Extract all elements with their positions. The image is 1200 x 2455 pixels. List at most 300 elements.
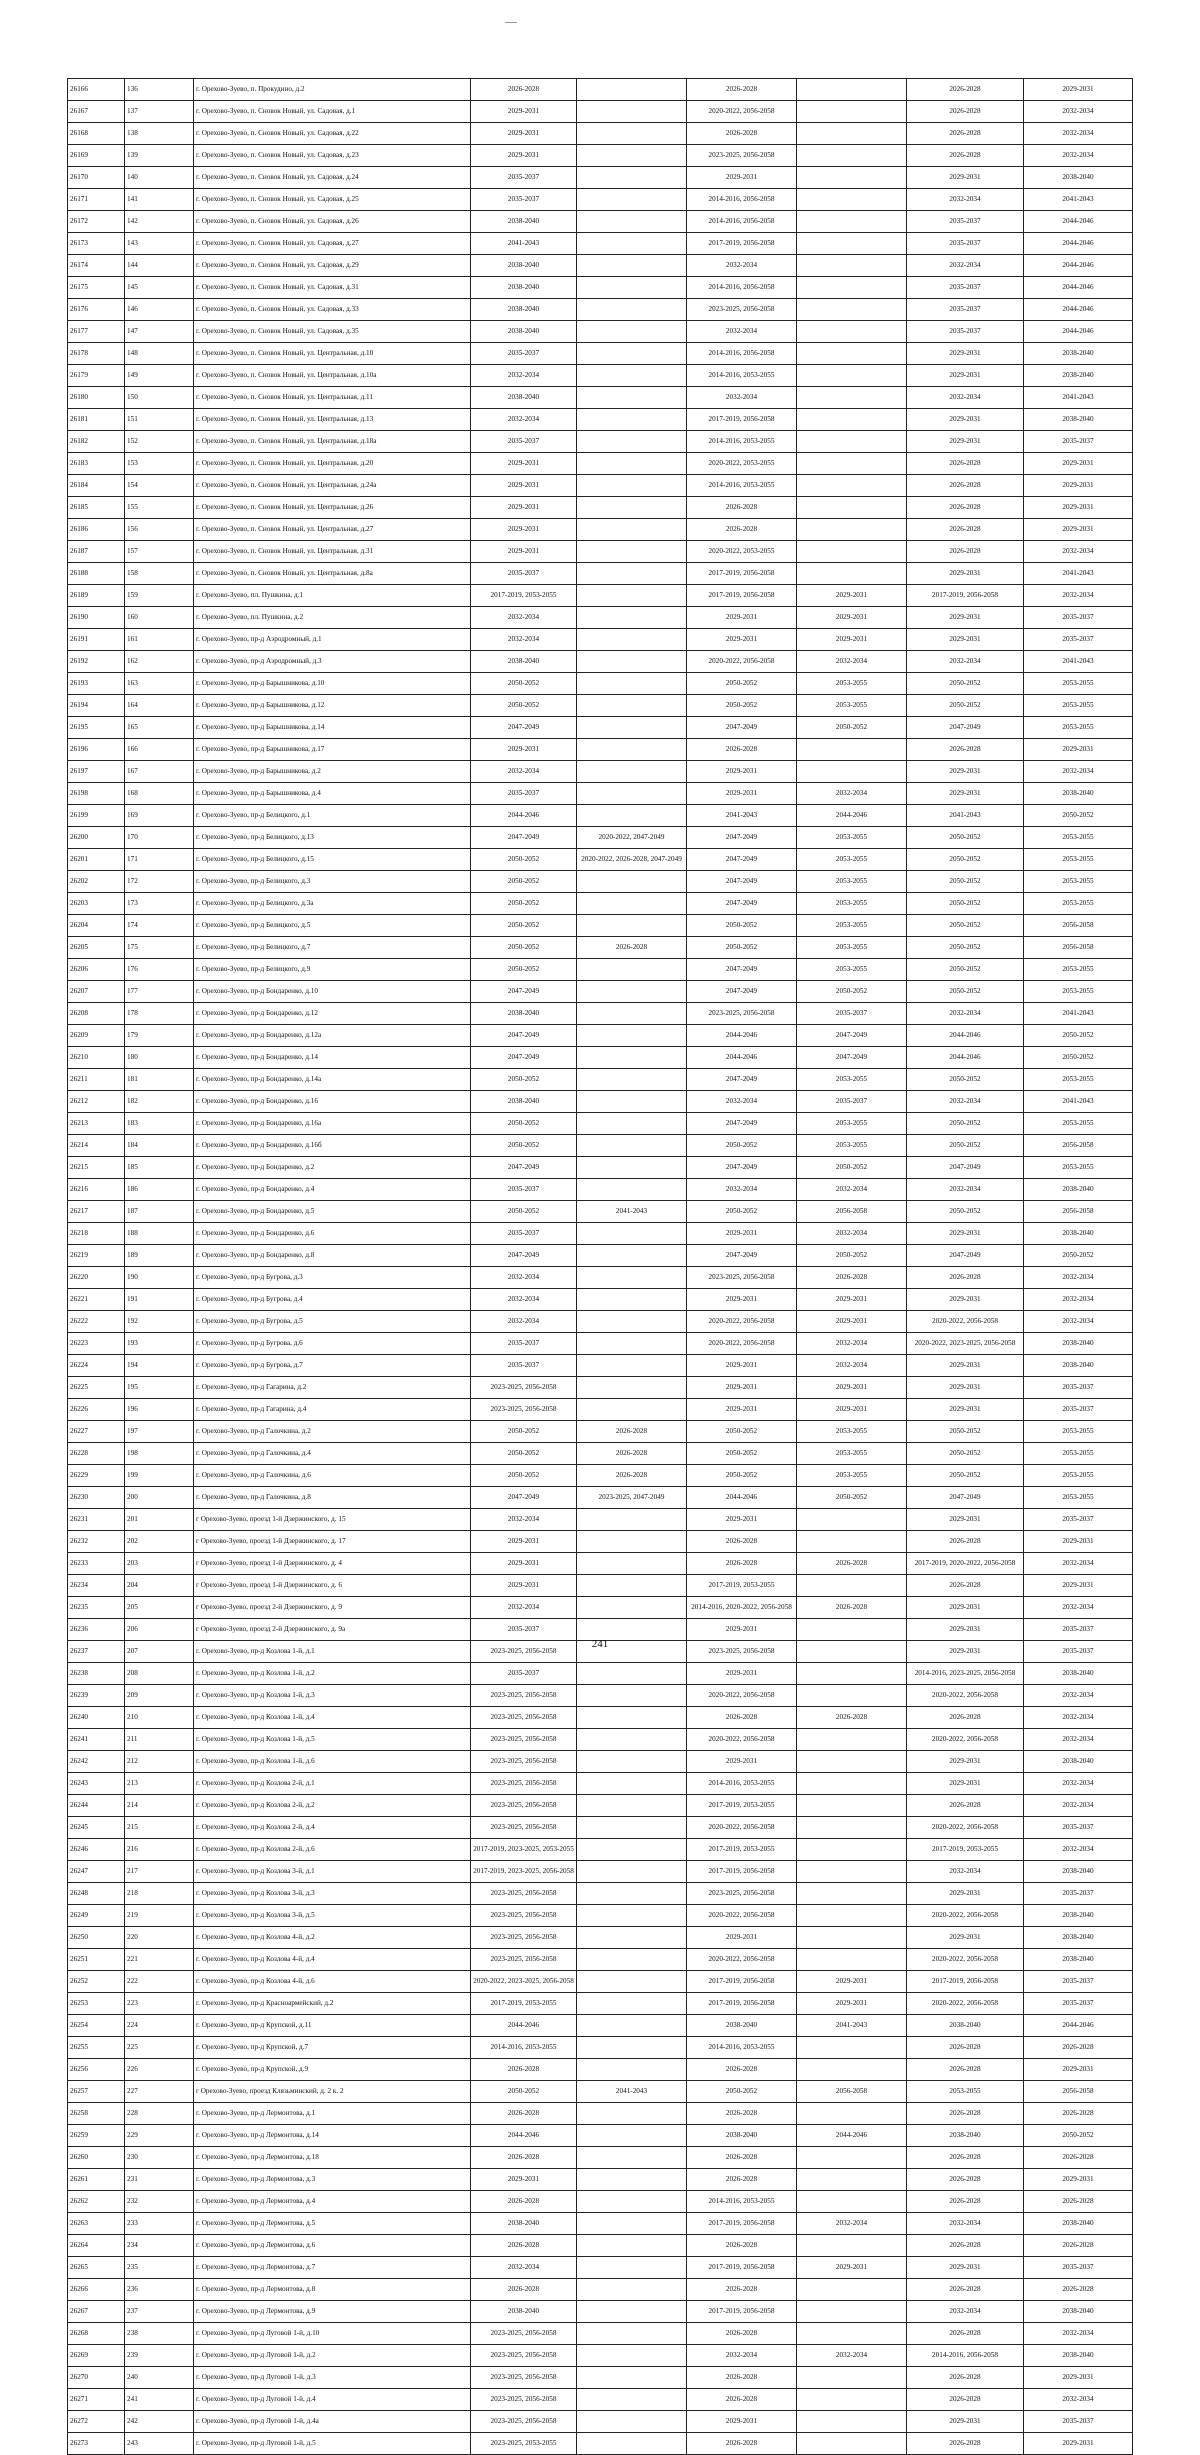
row-id-cell: 26253 (68, 1993, 125, 2015)
address-cell: г. Орехово-Зуево, пр-д Козлова 4-й, д.6 (194, 1971, 471, 1993)
row-id-cell: 26203 (68, 893, 125, 915)
period-cell-4: 2032-2034 (797, 1355, 907, 1377)
row-seq-cell: 217 (125, 1861, 194, 1883)
address-cell: г. Орехово-Зуево, п. Сновок Новый, ул. Центральная, д.26 (194, 497, 471, 519)
address-cell: г. Орехово-Зуево, пр-д Козлова 3-й, д.1 (194, 1861, 471, 1883)
address-cell: г. Орехово-Зуево, п. Сновок Новый, ул. Садовая, д.22 (194, 123, 471, 145)
period-cell-4 (797, 739, 907, 761)
period-cell-4 (797, 409, 907, 431)
period-cell-6: 2041-2043 (1024, 387, 1133, 409)
period-cell-2 (577, 1971, 687, 1993)
period-cell-4 (797, 2389, 907, 2411)
period-cell-3: 2038-2040 (687, 2015, 797, 2037)
row-seq-cell: 172 (125, 871, 194, 893)
period-cell-5: 2032-2034 (907, 387, 1024, 409)
period-cell-1: 2035-2037 (471, 1663, 577, 1685)
period-cell-2 (577, 1245, 687, 1267)
period-cell-2 (577, 2279, 687, 2301)
row-seq-cell: 159 (125, 585, 194, 607)
period-cell-3: 2014-2016, 2053-2055 (687, 431, 797, 453)
period-cell-1: 2038-2040 (471, 277, 577, 299)
address-cell: г. Орехово-Зуево, п. Сновок Новый, ул. Садовая, д.26 (194, 211, 471, 233)
period-cell-4: 2050-2052 (797, 1487, 907, 1509)
period-cell-1: 2050-2052 (471, 673, 577, 695)
period-cell-2 (577, 1157, 687, 1179)
period-cell-3: 2026-2028 (687, 2389, 797, 2411)
period-cell-4: 2029-2031 (797, 1971, 907, 1993)
period-cell-3: 2026-2028 (687, 123, 797, 145)
period-cell-3: 2029-2031 (687, 1289, 797, 1311)
row-id-cell: 26250 (68, 1927, 125, 1949)
period-cell-1: 2032-2034 (471, 607, 577, 629)
period-cell-4: 2053-2055 (797, 849, 907, 871)
period-cell-4 (797, 1861, 907, 1883)
period-cell-1: 2038-2040 (471, 2301, 577, 2323)
period-cell-4 (797, 1839, 907, 1861)
period-cell-1: 2023-2025, 2056-2058 (471, 2323, 577, 2345)
row-id-cell: 26205 (68, 937, 125, 959)
row-id-cell: 26255 (68, 2037, 125, 2059)
period-cell-4 (797, 2191, 907, 2213)
address-cell: г. Орехово-Зуево, пр-д Луговой 1-й, д.10 (194, 2323, 471, 2345)
period-cell-5: 2029-2031 (907, 607, 1024, 629)
period-cell-5: 2047-2049 (907, 1245, 1024, 1267)
table-row (68, 2037, 1133, 2059)
period-cell-6: 2029-2031 (1024, 453, 1133, 475)
period-cell-5: 2017-2019, 2053-2055 (907, 1839, 1024, 1861)
period-cell-5: 2026-2028 (907, 101, 1024, 123)
row-seq-cell: 169 (125, 805, 194, 827)
row-id-cell: 26263 (68, 2213, 125, 2235)
row-seq-cell: 229 (125, 2125, 194, 2147)
row-seq-cell: 186 (125, 1179, 194, 1201)
period-cell-2 (577, 2433, 687, 2455)
row-seq-cell: 162 (125, 651, 194, 673)
period-cell-5: 2029-2031 (907, 431, 1024, 453)
row-id-cell: 26232 (68, 1531, 125, 1553)
period-cell-1: 2029-2031 (471, 123, 577, 145)
period-cell-1: 2017-2019, 2053-2055 (471, 1993, 577, 2015)
period-cell-4 (797, 2301, 907, 2323)
row-seq-cell: 195 (125, 1377, 194, 1399)
period-cell-2 (577, 2301, 687, 2323)
table-row (68, 167, 1133, 189)
period-cell-6: 2053-2055 (1024, 981, 1133, 1003)
address-cell: г. Орехово-Зуево, пр-д Аэродромный, д.3 (194, 651, 471, 673)
period-cell-6: 2035-2037 (1024, 1971, 1133, 1993)
address-cell: г. Орехово-Зуево, п. Сновок Новый, ул. Центральная, д.31 (194, 541, 471, 563)
table-row (68, 1047, 1133, 1069)
period-cell-3: 2014-2016, 2020-2022, 2056-2058 (687, 1597, 797, 1619)
row-id-cell: 26273 (68, 2433, 125, 2455)
period-cell-1: 2023-2025, 2053-2055 (471, 2433, 577, 2455)
address-cell: г. Орехово-Зуево, пр-д Лермонтова, д.5 (194, 2213, 471, 2235)
period-cell-5: 2014-2016, 2056-2058 (907, 2345, 1024, 2367)
period-cell-4: 2053-2055 (797, 1113, 907, 1135)
address-cell: г. Орехово-Зуево, пр-д Белицкого, д.1 (194, 805, 471, 827)
row-seq-cell: 155 (125, 497, 194, 519)
row-seq-cell: 143 (125, 233, 194, 255)
row-seq-cell: 237 (125, 2301, 194, 2323)
address-cell: г. Орехово-Зуево, пр-д Бондаренко, д.2 (194, 1157, 471, 1179)
row-id-cell: 26183 (68, 453, 125, 475)
period-cell-6: 2053-2055 (1024, 893, 1133, 915)
row-seq-cell: 226 (125, 2059, 194, 2081)
period-cell-1: 2023-2025, 2056-2058 (471, 1773, 577, 1795)
period-cell-6: 2032-2034 (1024, 1773, 1133, 1795)
table-row (68, 1487, 1133, 1509)
period-cell-2 (577, 1817, 687, 1839)
period-cell-3: 2023-2025, 2056-2058 (687, 299, 797, 321)
table-row (68, 2015, 1133, 2037)
row-seq-cell: 194 (125, 1355, 194, 1377)
period-cell-5: 2035-2037 (907, 211, 1024, 233)
row-id-cell: 26186 (68, 519, 125, 541)
period-cell-6: 2035-2037 (1024, 2257, 1133, 2279)
table-row (68, 2169, 1133, 2191)
period-cell-1: 2038-2040 (471, 1003, 577, 1025)
row-id-cell: 26254 (68, 2015, 125, 2037)
period-cell-4: 2053-2055 (797, 827, 907, 849)
period-cell-1: 2029-2031 (471, 497, 577, 519)
period-cell-1: 2038-2040 (471, 255, 577, 277)
period-cell-2 (577, 2411, 687, 2433)
row-id-cell: 26239 (68, 1685, 125, 1707)
address-cell: г Орехово-Зуево, проезд 1-й Дзержинского, д. 6 (194, 1575, 471, 1597)
period-cell-5: 2032-2034 (907, 1091, 1024, 1113)
row-id-cell: 26204 (68, 915, 125, 937)
row-id-cell: 26226 (68, 1399, 125, 1421)
period-cell-4 (797, 1795, 907, 1817)
table-row (68, 1245, 1133, 1267)
address-cell: г. Орехово-Зуево, пр-д Козлова 4-й, д.2 (194, 1927, 471, 1949)
period-cell-6: 2032-2034 (1024, 2389, 1133, 2411)
row-seq-cell: 191 (125, 1289, 194, 1311)
row-id-cell: 26199 (68, 805, 125, 827)
address-cell: г. Орехово-Зуево, пр-д Бугрова, д.5 (194, 1311, 471, 1333)
row-seq-cell: 184 (125, 1135, 194, 1157)
period-cell-5: 2026-2028 (907, 453, 1024, 475)
period-cell-6: 2050-2052 (1024, 1047, 1133, 1069)
period-cell-5: 2029-2031 (907, 563, 1024, 585)
period-cell-1: 2029-2031 (471, 1553, 577, 1575)
period-cell-1: 2023-2025, 2056-2058 (471, 2367, 577, 2389)
period-cell-2 (577, 1399, 687, 1421)
row-seq-cell: 188 (125, 1223, 194, 1245)
period-cell-5: 2029-2031 (907, 167, 1024, 189)
row-id-cell: 26200 (68, 827, 125, 849)
period-cell-6: 2050-2052 (1024, 805, 1133, 827)
row-seq-cell: 164 (125, 695, 194, 717)
period-cell-6: 2056-2058 (1024, 2081, 1133, 2103)
address-cell: г. Орехово-Зуево, пр-д Барышникова, д.17 (194, 739, 471, 761)
period-cell-1: 2023-2025, 2056-2058 (471, 1641, 577, 1663)
period-cell-6: 2032-2034 (1024, 1685, 1133, 1707)
period-cell-3: 2050-2052 (687, 1421, 797, 1443)
row-seq-cell: 182 (125, 1091, 194, 1113)
period-cell-2 (577, 1729, 687, 1751)
period-cell-3: 2044-2046 (687, 1487, 797, 1509)
address-cell: г. Орехово-Зуево, п. Сновок Новый, ул. Садовая, д.31 (194, 277, 471, 299)
period-cell-4 (797, 101, 907, 123)
period-cell-2 (577, 321, 687, 343)
period-cell-1: 2050-2052 (471, 1135, 577, 1157)
row-seq-cell: 148 (125, 343, 194, 365)
row-seq-cell: 139 (125, 145, 194, 167)
period-cell-5: 2026-2028 (907, 1575, 1024, 1597)
address-cell: г. Орехово-Зуево, пр-д Бондаренко, д.14 (194, 1047, 471, 1069)
row-id-cell: 26210 (68, 1047, 125, 1069)
period-cell-5: 2050-2052 (907, 1465, 1024, 1487)
period-cell-6: 2053-2055 (1024, 695, 1133, 717)
table-row (68, 365, 1133, 387)
table-row (68, 1993, 1133, 2015)
period-cell-5: 2050-2052 (907, 849, 1024, 871)
period-cell-4: 2032-2034 (797, 2345, 907, 2367)
table-row (68, 233, 1133, 255)
row-id-cell: 26220 (68, 1267, 125, 1289)
period-cell-5: 2038-2040 (907, 2015, 1024, 2037)
period-cell-4: 2053-2055 (797, 673, 907, 695)
table-row (68, 1157, 1133, 1179)
period-cell-3: 2047-2049 (687, 981, 797, 1003)
period-cell-3: 2029-2031 (687, 1619, 797, 1641)
period-cell-6: 2044-2046 (1024, 2015, 1133, 2037)
period-cell-5: 2029-2031 (907, 1597, 1024, 1619)
row-id-cell: 26197 (68, 761, 125, 783)
period-cell-5: 2032-2034 (907, 2301, 1024, 2323)
period-cell-1: 2047-2049 (471, 1487, 577, 1509)
period-cell-1: 2023-2025, 2056-2058 (471, 1905, 577, 1927)
address-cell: г. Орехово-Зуево, п. Сновок Новый, ул. Садовая, д.25 (194, 189, 471, 211)
period-cell-6: 2038-2040 (1024, 1927, 1133, 1949)
row-seq-cell: 140 (125, 167, 194, 189)
period-cell-2 (577, 1135, 687, 1157)
period-cell-3: 2017-2019, 2056-2058 (687, 2213, 797, 2235)
period-cell-1: 2026-2028 (471, 2059, 577, 2081)
row-id-cell: 26167 (68, 101, 125, 123)
period-cell-3: 2023-2025, 2056-2058 (687, 145, 797, 167)
row-seq-cell: 201 (125, 1509, 194, 1531)
period-cell-1: 2032-2034 (471, 629, 577, 651)
period-cell-6: 2032-2034 (1024, 761, 1133, 783)
row-id-cell: 26234 (68, 1575, 125, 1597)
period-cell-4: 2053-2055 (797, 1135, 907, 1157)
period-cell-1: 2017-2019, 2023-2025, 2056-2058 (471, 1861, 577, 1883)
period-cell-1: 2050-2052 (471, 849, 577, 871)
period-cell-1: 2020-2022, 2023-2025, 2056-2058 (471, 1971, 577, 1993)
period-cell-3: 2026-2028 (687, 2059, 797, 2081)
period-cell-1: 2047-2049 (471, 1157, 577, 1179)
table-row (68, 1443, 1133, 1465)
period-cell-1: 2026-2028 (471, 2191, 577, 2213)
address-cell: г. Орехово-Зуево, п. Сновок Новый, ул. Центральная, д.20 (194, 453, 471, 475)
period-cell-2 (577, 1597, 687, 1619)
row-seq-cell: 219 (125, 1905, 194, 1927)
period-cell-2: 2020-2022, 2026-2028, 2047-2049 (577, 849, 687, 871)
period-cell-3: 2044-2046 (687, 1047, 797, 1069)
table-row (68, 145, 1133, 167)
row-seq-cell: 198 (125, 1443, 194, 1465)
period-cell-6: 2038-2040 (1024, 365, 1133, 387)
period-cell-3: 2014-2016, 2053-2055 (687, 2037, 797, 2059)
row-seq-cell: 233 (125, 2213, 194, 2235)
period-cell-6: 2041-2043 (1024, 1091, 1133, 1113)
address-cell: г. Орехово-Зуево, пр-д Белицкого, д.9 (194, 959, 471, 981)
period-cell-6: 2038-2040 (1024, 783, 1133, 805)
period-cell-6: 2038-2040 (1024, 1355, 1133, 1377)
period-cell-2 (577, 2257, 687, 2279)
period-cell-4: 2026-2028 (797, 1707, 907, 1729)
table-row (68, 1597, 1133, 1619)
period-cell-5: 2050-2052 (907, 1069, 1024, 1091)
period-cell-6: 2032-2034 (1024, 1729, 1133, 1751)
period-cell-1: 2038-2040 (471, 211, 577, 233)
period-cell-2 (577, 1025, 687, 1047)
period-cell-5: 2026-2028 (907, 145, 1024, 167)
period-cell-6: 2035-2037 (1024, 2411, 1133, 2433)
period-cell-2 (577, 277, 687, 299)
row-seq-cell: 174 (125, 915, 194, 937)
period-cell-4: 2029-2031 (797, 2257, 907, 2279)
table-row (68, 1421, 1133, 1443)
period-cell-1: 2023-2025, 2056-2058 (471, 1685, 577, 1707)
row-id-cell: 26175 (68, 277, 125, 299)
table-row (68, 1971, 1133, 1993)
row-seq-cell: 231 (125, 2169, 194, 2191)
row-seq-cell: 235 (125, 2257, 194, 2279)
period-cell-3: 2029-2031 (687, 1399, 797, 1421)
period-cell-3: 2026-2028 (687, 2235, 797, 2257)
row-seq-cell: 137 (125, 101, 194, 123)
table-row (68, 1861, 1133, 1883)
row-seq-cell: 152 (125, 431, 194, 453)
period-cell-6: 2038-2040 (1024, 1861, 1133, 1883)
period-cell-1: 2029-2031 (471, 145, 577, 167)
address-cell: г. Орехово-Зуево, пр-д Козлова 2-й, д.1 (194, 1773, 471, 1795)
period-cell-4 (797, 343, 907, 365)
period-cell-1: 2035-2037 (471, 563, 577, 585)
address-cell: г. Орехово-Зуево, пр-д Бондаренко, д.6 (194, 1223, 471, 1245)
table-row (68, 783, 1133, 805)
table-row (68, 695, 1133, 717)
period-cell-5: 2020-2022, 2056-2058 (907, 1311, 1024, 1333)
period-cell-1: 2050-2052 (471, 959, 577, 981)
period-cell-2 (577, 871, 687, 893)
table-row (68, 1707, 1133, 1729)
table-row (68, 1927, 1133, 1949)
table-row (68, 1575, 1133, 1597)
row-id-cell: 26216 (68, 1179, 125, 1201)
period-cell-3: 2047-2049 (687, 849, 797, 871)
period-cell-1: 2050-2052 (471, 1069, 577, 1091)
table-row (68, 1531, 1133, 1553)
period-cell-2 (577, 123, 687, 145)
period-cell-2 (577, 1267, 687, 1289)
address-cell: г. Орехово-Зуево, пр-д Козлова 1-й, д.4 (194, 1707, 471, 1729)
row-seq-cell: 181 (125, 1069, 194, 1091)
row-seq-cell: 220 (125, 1927, 194, 1949)
period-cell-2 (577, 1861, 687, 1883)
row-id-cell: 26184 (68, 475, 125, 497)
period-cell-6: 2032-2034 (1024, 2323, 1133, 2345)
period-cell-4 (797, 255, 907, 277)
table-row (68, 1311, 1133, 1333)
period-cell-6: 2032-2034 (1024, 1311, 1133, 1333)
table-row (68, 2235, 1133, 2257)
period-cell-3: 2017-2019, 2056-2058 (687, 233, 797, 255)
period-cell-3: 2023-2025, 2056-2058 (687, 1003, 797, 1025)
table-row (68, 2389, 1133, 2411)
row-id-cell: 26222 (68, 1311, 125, 1333)
address-cell: г. Орехово-Зуево, пр-д Лермонтова, д.8 (194, 2279, 471, 2301)
period-cell-2 (577, 673, 687, 695)
address-cell: г. Орехово-Зуево, пр-д Лермонтова, д.1 (194, 2103, 471, 2125)
table-row (68, 2323, 1133, 2345)
address-cell: г. Орехово-Зуево, пр-д Козлова 1-й, д.2 (194, 1663, 471, 1685)
period-cell-6: 2056-2058 (1024, 1135, 1133, 1157)
period-cell-3: 2014-2016, 2056-2058 (687, 211, 797, 233)
page-number: 241 (591, 1638, 609, 1650)
period-cell-2 (577, 387, 687, 409)
row-seq-cell: 204 (125, 1575, 194, 1597)
period-cell-5: 2050-2052 (907, 981, 1024, 1003)
period-cell-1: 2035-2037 (471, 189, 577, 211)
row-id-cell: 26246 (68, 1839, 125, 1861)
table-row (68, 629, 1133, 651)
period-cell-4 (797, 2433, 907, 2455)
period-cell-6: 2056-2058 (1024, 937, 1133, 959)
period-cell-5: 2050-2052 (907, 673, 1024, 695)
table-row (68, 827, 1133, 849)
row-seq-cell: 211 (125, 1729, 194, 1751)
period-cell-6: 2038-2040 (1024, 409, 1133, 431)
row-seq-cell: 205 (125, 1597, 194, 1619)
address-cell: г Орехово-Зуево, проезд 2-й Дзержинского, д. 9а (194, 1619, 471, 1641)
address-cell: г. Орехово-Зуево, пр-д Лермонтова, д.18 (194, 2147, 471, 2169)
period-cell-3: 2023-2025, 2056-2058 (687, 1883, 797, 1905)
row-seq-cell: 206 (125, 1619, 194, 1641)
scan-mark-top (505, 22, 517, 23)
period-cell-5: 2047-2049 (907, 1487, 1024, 1509)
period-cell-4: 2053-2055 (797, 1069, 907, 1091)
period-cell-6: 2035-2037 (1024, 1619, 1133, 1641)
period-cell-5: 2029-2031 (907, 629, 1024, 651)
table-row (68, 959, 1133, 981)
table-row (68, 343, 1133, 365)
table-row (68, 1267, 1133, 1289)
address-cell: г. Орехово-Зуево, п. Сновок Новый, ул. Центральная, д.10а (194, 365, 471, 387)
address-cell: г. Орехово-Зуево, пр-д Бондаренко, д.4 (194, 1179, 471, 1201)
period-cell-5: 2050-2052 (907, 959, 1024, 981)
period-cell-2 (577, 79, 687, 101)
address-cell: г Орехово-Зуево, проезд 1-й Дзержинского, д. 15 (194, 1509, 471, 1531)
row-id-cell: 26219 (68, 1245, 125, 1267)
period-cell-1: 2029-2031 (471, 453, 577, 475)
period-cell-3: 2017-2019, 2056-2058 (687, 1861, 797, 1883)
period-cell-3: 2017-2019, 2056-2058 (687, 585, 797, 607)
row-id-cell: 26182 (68, 431, 125, 453)
period-cell-2 (577, 2389, 687, 2411)
period-cell-3: 2026-2028 (687, 2103, 797, 2125)
row-id-cell: 26195 (68, 717, 125, 739)
address-cell: г. Орехово-Зуево, пр-д Белицкого, д.5 (194, 915, 471, 937)
period-cell-6: 2041-2043 (1024, 1003, 1133, 1025)
period-cell-6: 2029-2031 (1024, 2433, 1133, 2455)
period-cell-1: 2023-2025, 2056-2058 (471, 1729, 577, 1751)
period-cell-5: 2032-2034 (907, 255, 1024, 277)
period-cell-2 (577, 2147, 687, 2169)
